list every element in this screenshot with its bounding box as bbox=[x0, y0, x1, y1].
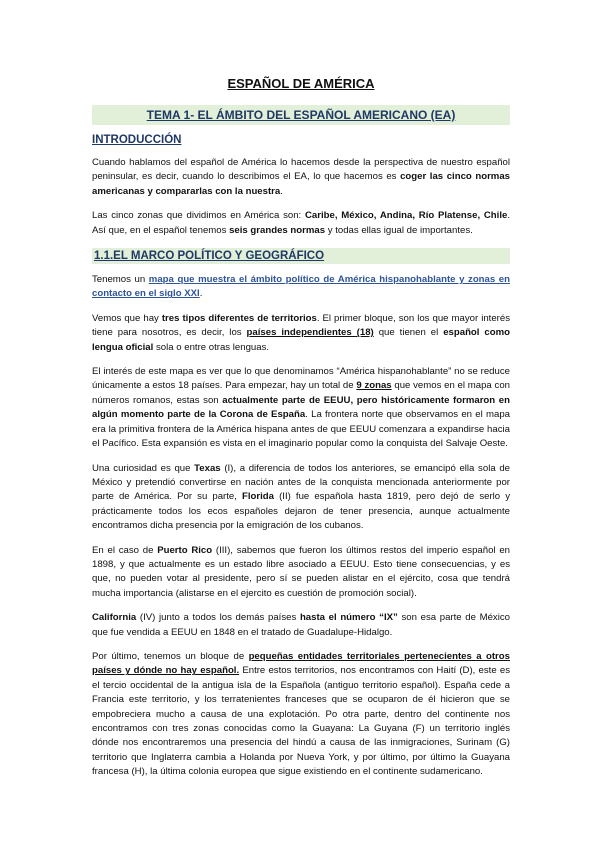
text-run: . Así que, en el español tenemos bbox=[92, 210, 510, 236]
text-run: sola o entre otras lenguas. bbox=[153, 341, 270, 353]
text-run: Tenemos un bbox=[92, 274, 149, 286]
bold-run: Puerto Rico bbox=[157, 544, 213, 556]
text-run: En el caso de bbox=[92, 544, 158, 556]
underlined-bold-run: países independientes (18) bbox=[246, 327, 374, 339]
bold-run: seis grandes normas bbox=[229, 224, 326, 236]
intro-paragraph-2 bbox=[92, 209, 510, 238]
section-paragraph-2 bbox=[92, 312, 510, 355]
bold-run: tres tipos diferentes de territorios bbox=[161, 312, 317, 324]
intro-paragraph-1 bbox=[92, 156, 510, 199]
text-run: (I), a diferencia de todos los anteriores, se emancipó ella sola de México y pretendió convertirse en nación antes de la conquista mencionada anteriormente por parte de América. Por su parte, bbox=[92, 462, 510, 503]
text-run: (III), sabemos que fueron los últimos restos del imperio español en 1898, y que actualmente es un estado libre asociado a EEUU. Esto tiene consecuencias, y es que, no pueden votar al presidente, pero sí se pueden alistar en el ejército, cosa que tendrá mucha importancia (alistarse en el ejercito es cuestión de promoción social). bbox=[92, 544, 510, 599]
text-run: Las cinco zonas que dividimos en América son: bbox=[92, 210, 305, 222]
intro-heading: INTRODUCCIÓN bbox=[92, 134, 182, 146]
text-run: Una curiosidad es que bbox=[92, 462, 195, 474]
section-paragraph-3 bbox=[92, 365, 510, 451]
text-run: son esa parte de México que fue vendida a EEUU en 1848 en el tratado de Guadalupe-Hidalgo. bbox=[92, 612, 510, 638]
text-run: Cuando hablamos del español de América lo hacemos desde la perspectiva de nuestro español peninsular, es decir, cuando lo describimos el EA, lo que hacemos es bbox=[92, 157, 510, 183]
bold-run: Texas bbox=[194, 462, 221, 474]
text-run: y todas ellas igual de importantes. bbox=[325, 224, 473, 236]
underlined-bold-run: pequeñas entidades territoriales pertenecientes a otros países y dónde no hay español. bbox=[92, 650, 510, 677]
section-paragraph-4 bbox=[92, 462, 510, 534]
text-run: (II) fue española hasta 1819, pero dejó de serlo y prácticamente todos los ecos españoles dejaron de tener presencia, aunque actualmente encontramos dicha presencia por la emigración de los cubanos. bbox=[92, 491, 510, 532]
text-run: que vemos en el mapa con números romanos, estas son bbox=[92, 380, 510, 406]
section-paragraph-5 bbox=[92, 544, 510, 602]
section-paragraph-1 bbox=[92, 273, 510, 302]
bold-run: Caribe, México, Andina, Río Platense, Chile bbox=[304, 210, 508, 222]
bold-run: California bbox=[92, 612, 137, 624]
map-link[interactable]: mapa que muestra el ámbito político de América hispanohablante y zonas en contacto en el siglo XXI bbox=[92, 274, 510, 300]
bold-run: coger las cinco normas americanas y compararlas con la nuestra bbox=[92, 171, 511, 197]
section-paragraph-6 bbox=[92, 611, 510, 640]
bold-run: actualmente parte de EEUU, pero históricamente formaron en algún momento parte de la Corona de España bbox=[92, 394, 510, 421]
text-run: Por último, tenemos un bloque de bbox=[92, 650, 249, 662]
underlined-bold-run: 9 zonas bbox=[356, 380, 392, 392]
text-run: . bbox=[280, 185, 283, 197]
bold-run: Florida bbox=[242, 491, 274, 503]
section-heading: 1.1.EL MARCO POLÍTICO Y GEOGRÁFICO bbox=[92, 248, 510, 264]
bold-run: español como lengua oficial bbox=[92, 327, 510, 353]
document-page bbox=[92, 70, 510, 790]
text-run: Vemos que hay bbox=[92, 312, 162, 324]
document-title: ESPAÑOL DE AMÉRICA bbox=[227, 76, 375, 91]
tema-heading: TEMA 1- EL ÁMBITO DEL ESPAÑOL AMERICANO (EA) bbox=[92, 105, 510, 125]
text-run: . bbox=[199, 288, 203, 300]
text-run: . El primer bloque, son los que mayor interés tiene para nosotros, es decir, los bbox=[92, 312, 510, 339]
text-run: que tienen el bbox=[373, 327, 444, 339]
section-paragraph-7 bbox=[92, 650, 510, 780]
text-run: El interés de este mapa es ver que lo que denominamos “América hispanohablante” no se reduce únicamente a estos 18 países. Para empezar, hay un total de bbox=[92, 366, 510, 392]
text-run: (IV) junto a todos los demás países bbox=[136, 612, 300, 624]
text-run: . La frontera norte que observamos en el mapa era la primitiva frontera de la América hispana antes de que EEUU comenzara a expandirse hacia el Pacífico. Esta expansión es vista en el imaginario popular como la conquista del Salvaje Oeste. bbox=[92, 409, 510, 450]
text-run: Entre estos territorios, nos encontramos con Haití (D), este es el tercio occidental de la antigua isla de la Española (antiguo territorio español). España cede a Francia este territorio, y los terratenientes franceses que se ocuparon de él hicieron que se empobreciera mucho a causa de una explotación. Po otra parte, dentro del continente nos encontramos con tres zonas conocidas como la Guayana: La Guyana (F) un territorio inglés dónde nos encontraremos una presencia del hindú a causa de las inmigraciones, Surinam (G) territorio que Inglaterra cambia a Holanda por Nueva York, y por último, por último la Guayana francesa (H), la última colonia europea que sigue existiendo en el continente sudamericano. bbox=[92, 665, 510, 778]
bold-run: hasta el número “IX” bbox=[299, 612, 398, 624]
